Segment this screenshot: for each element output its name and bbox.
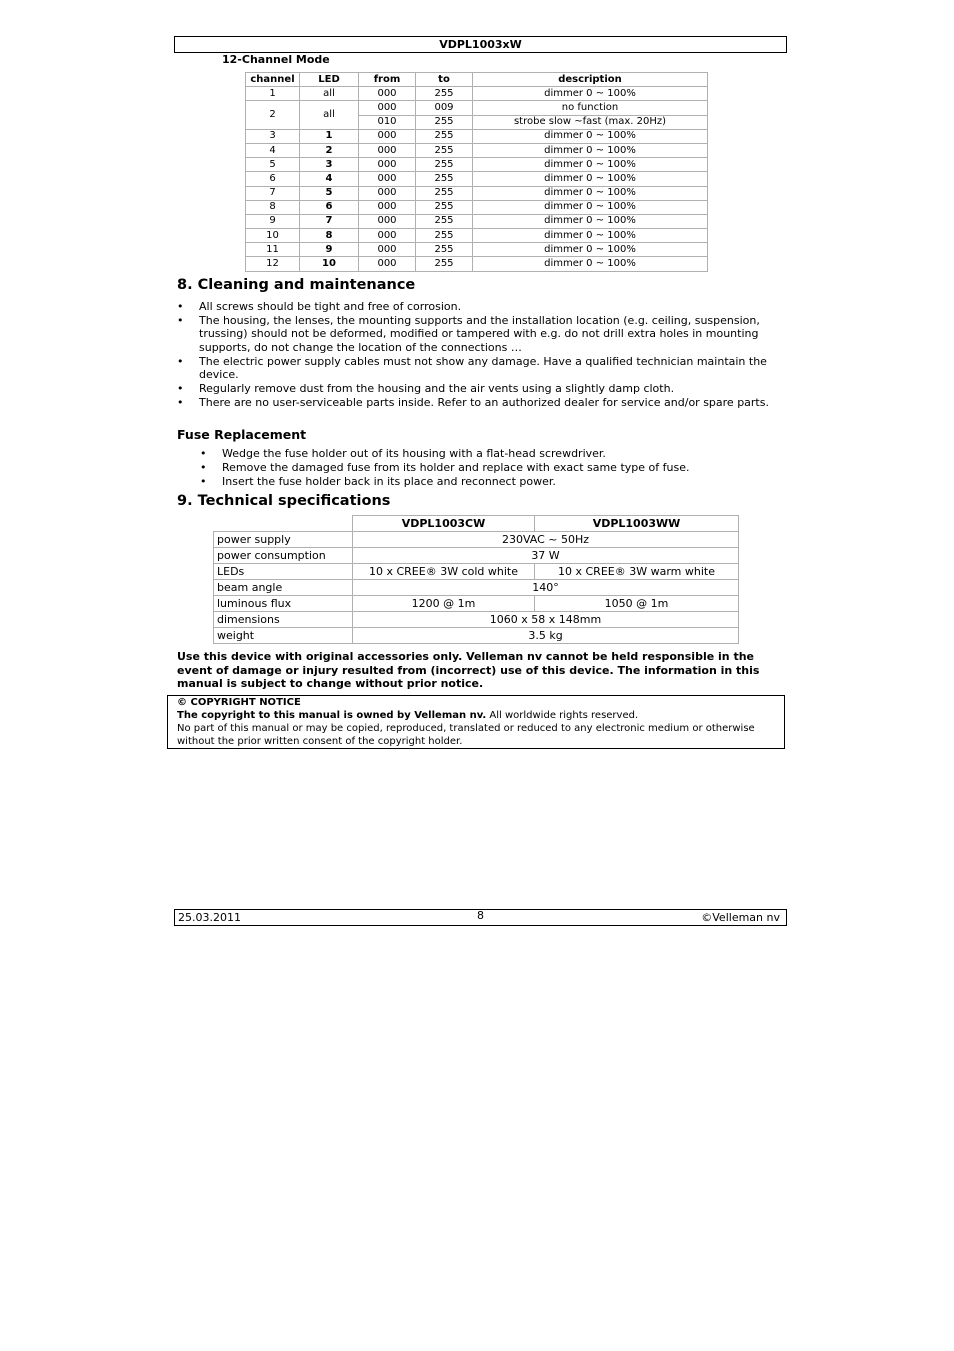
cell-channel: 12 [246, 257, 300, 271]
table-row [246, 229, 708, 243]
spec-value: 3.5 kg [353, 628, 739, 644]
copyright-owner [177, 709, 784, 722]
table-row [246, 200, 708, 214]
cell-from: 000 [359, 257, 416, 271]
cell-description: dimmer 0 ~ 100% [473, 229, 708, 243]
section-heading-cleaning: 8. Cleaning and maintenance [177, 277, 416, 293]
cell-description: dimmer 0 ~ 100% [473, 172, 708, 186]
cell-led: all [300, 101, 359, 129]
table-row [214, 532, 739, 548]
table-row [214, 628, 739, 644]
cell-led: 10 [300, 257, 359, 271]
copyright-owner-bold: The copyright to this manual is owned by Velleman nv. [177, 710, 487, 721]
col-led: LED [300, 73, 359, 87]
table-row [214, 564, 739, 580]
spec-label: power supply [214, 532, 353, 548]
spec-value-cw: 1200 @ 1m [353, 596, 535, 612]
page-number: 8 [477, 909, 484, 922]
list-item: • Remove the damaged fuse from its holder and replace with exact same type of fuse. [222, 461, 782, 474]
spec-label: power consumption [214, 548, 353, 564]
page-header [174, 36, 787, 53]
list-item: • All screws should be tight and free of corrosion. [199, 300, 784, 313]
cell-description: dimmer 0 ~ 100% [473, 143, 708, 157]
list-item: • There are no user-serviceable parts inside. Refer to an authorized dealer for service and/or spare parts. [199, 396, 784, 409]
col-to: to [416, 73, 473, 87]
cell-to: 255 [416, 143, 473, 157]
cell-channel: 11 [246, 243, 300, 257]
cell-to: 255 [416, 257, 473, 271]
cell-to: 255 [416, 214, 473, 228]
list-item: • The housing, the lenses, the mounting supports and the installation location (e.g. ceiling, suspension, trussing) should not be deformed, modified or tampered with e.g. do not drill extra holes in mounting supports, do not change the location of the connections … [199, 314, 784, 354]
cell-channel: 2 [246, 101, 300, 129]
cell-to: 255 [416, 115, 473, 129]
cell-from: 000 [359, 229, 416, 243]
cell-from: 000 [359, 143, 416, 157]
cell-channel: 4 [246, 143, 300, 157]
table-row [214, 548, 739, 564]
copyright-notice [167, 695, 785, 749]
cell-description: dimmer 0 ~ 100% [473, 158, 708, 172]
table-row [246, 214, 708, 228]
cell-channel: 8 [246, 200, 300, 214]
cell-description: dimmer 0 ~ 100% [473, 129, 708, 143]
cell-from: 000 [359, 172, 416, 186]
list-item: • Insert the fuse holder back in its place and reconnect power. [222, 475, 782, 488]
table-row [214, 580, 739, 596]
copyright-owner-rest: All worldwide rights reserved. [486, 710, 639, 721]
cell-from: 000 [359, 200, 416, 214]
cell-channel: 9 [246, 214, 300, 228]
col-ww: VDPL1003WW [535, 516, 739, 532]
cell-to: 255 [416, 172, 473, 186]
table-row [246, 158, 708, 172]
cell-led: 6 [300, 200, 359, 214]
col-description: description [473, 73, 708, 87]
cell-from: 000 [359, 87, 416, 101]
cell-led: 8 [300, 229, 359, 243]
col-from: from [359, 73, 416, 87]
table-header-row [214, 516, 739, 532]
cell-from: 000 [359, 186, 416, 200]
copyright-title: © COPYRIGHT NOTICE [177, 697, 301, 708]
cell-led: 3 [300, 158, 359, 172]
table-row [246, 172, 708, 186]
spec-value: 230VAC ~ 50Hz [353, 532, 739, 548]
cell-description: no function [473, 101, 708, 115]
cell-led: 7 [300, 214, 359, 228]
table-row [214, 612, 739, 628]
fuse-replacement-title: Fuse Replacement [177, 427, 307, 442]
table-row [246, 143, 708, 157]
cell-to: 009 [416, 101, 473, 115]
channel-table [245, 72, 708, 272]
channel-mode-title: 12-Channel Mode [222, 53, 330, 66]
footer-company: ©Velleman nv [701, 911, 780, 924]
cell-to: 255 [416, 186, 473, 200]
cell-description: dimmer 0 ~ 100% [473, 200, 708, 214]
cell-led: 1 [300, 129, 359, 143]
cell-led: all [300, 87, 359, 101]
cell-description: dimmer 0 ~ 100% [473, 186, 708, 200]
cell-from: 000 [359, 243, 416, 257]
cell-from: 010 [359, 115, 416, 129]
spec-label: weight [214, 628, 353, 644]
header-model: VDPL1003xW [439, 38, 522, 51]
cell-channel: 1 [246, 87, 300, 101]
table-row [246, 257, 708, 271]
fuse-list [222, 447, 782, 489]
spec-value-cw: 10 x CREE® 3W cold white [353, 564, 535, 580]
table-row [246, 101, 708, 115]
cell-led: 5 [300, 186, 359, 200]
warning-text: Use this device with original accessories only. Velleman nv cannot be held responsible in the event of damage or injury resulted from (incorrect) use of this device. The information in this manual is subject to change without prior notice. [177, 650, 760, 690]
spec-label: dimensions [214, 612, 353, 628]
table-row [246, 243, 708, 257]
cell-channel: 7 [246, 186, 300, 200]
spec-label: beam angle [214, 580, 353, 596]
cell-description: dimmer 0 ~ 100% [473, 257, 708, 271]
cell-from: 000 [359, 214, 416, 228]
cleaning-list [199, 300, 784, 410]
table-row [246, 87, 708, 101]
page-footer [174, 909, 787, 926]
spec-label: luminous flux [214, 596, 353, 612]
cell-description: dimmer 0 ~ 100% [473, 243, 708, 257]
cell-channel: 6 [246, 172, 300, 186]
col-cw: VDPL1003CW [353, 516, 535, 532]
cell-led: 9 [300, 243, 359, 257]
cell-to: 255 [416, 129, 473, 143]
list-item: • The electric power supply cables must not show any damage. Have a qualified technician maintain the device. [199, 355, 784, 382]
cell-description: strobe slow ~fast (max. 20Hz) [473, 115, 708, 129]
cell-to: 255 [416, 158, 473, 172]
cell-to: 255 [416, 229, 473, 243]
section-heading-specs: 9. Technical specifications [177, 493, 391, 509]
cell-led: 2 [300, 143, 359, 157]
spec-value-ww: 1050 @ 1m [535, 596, 739, 612]
spec-value: 37 W [353, 548, 739, 564]
cell-from: 000 [359, 158, 416, 172]
spec-value-ww: 10 x CREE® 3W warm white [535, 564, 739, 580]
cell-from: 000 [359, 129, 416, 143]
list-item: • Regularly remove dust from the housing and the air vents using a slightly damp cloth. [199, 382, 784, 395]
cell-channel: 3 [246, 129, 300, 143]
list-item: • Wedge the fuse holder out of its housing with a flat-head screwdriver. [222, 447, 782, 460]
cell-led: 4 [300, 172, 359, 186]
cell-to: 255 [416, 200, 473, 214]
spec-value: 140° [353, 580, 739, 596]
cell-description: dimmer 0 ~ 100% [473, 87, 708, 101]
col-channel: channel [246, 73, 300, 87]
cell-to: 255 [416, 87, 473, 101]
table-row [246, 186, 708, 200]
cell-description: dimmer 0 ~ 100% [473, 214, 708, 228]
cell-channel: 5 [246, 158, 300, 172]
copyright-body: No part of this manual or may be copied, reproduced, translated or reduced to any electronic medium or otherwise without the prior written consent of the copyright holder. [177, 723, 755, 747]
spec-label: LEDs [214, 564, 353, 580]
spec-value: 1060 x 58 x 148mm [353, 612, 739, 628]
table-row [214, 596, 739, 612]
empty-cell [214, 516, 353, 532]
cell-channel: 10 [246, 229, 300, 243]
cell-to: 255 [416, 243, 473, 257]
spec-table [213, 515, 739, 644]
cell-from: 000 [359, 101, 416, 115]
footer-date: 25.03.2011 [178, 911, 241, 924]
table-header-row [246, 73, 708, 87]
table-row [246, 129, 708, 143]
